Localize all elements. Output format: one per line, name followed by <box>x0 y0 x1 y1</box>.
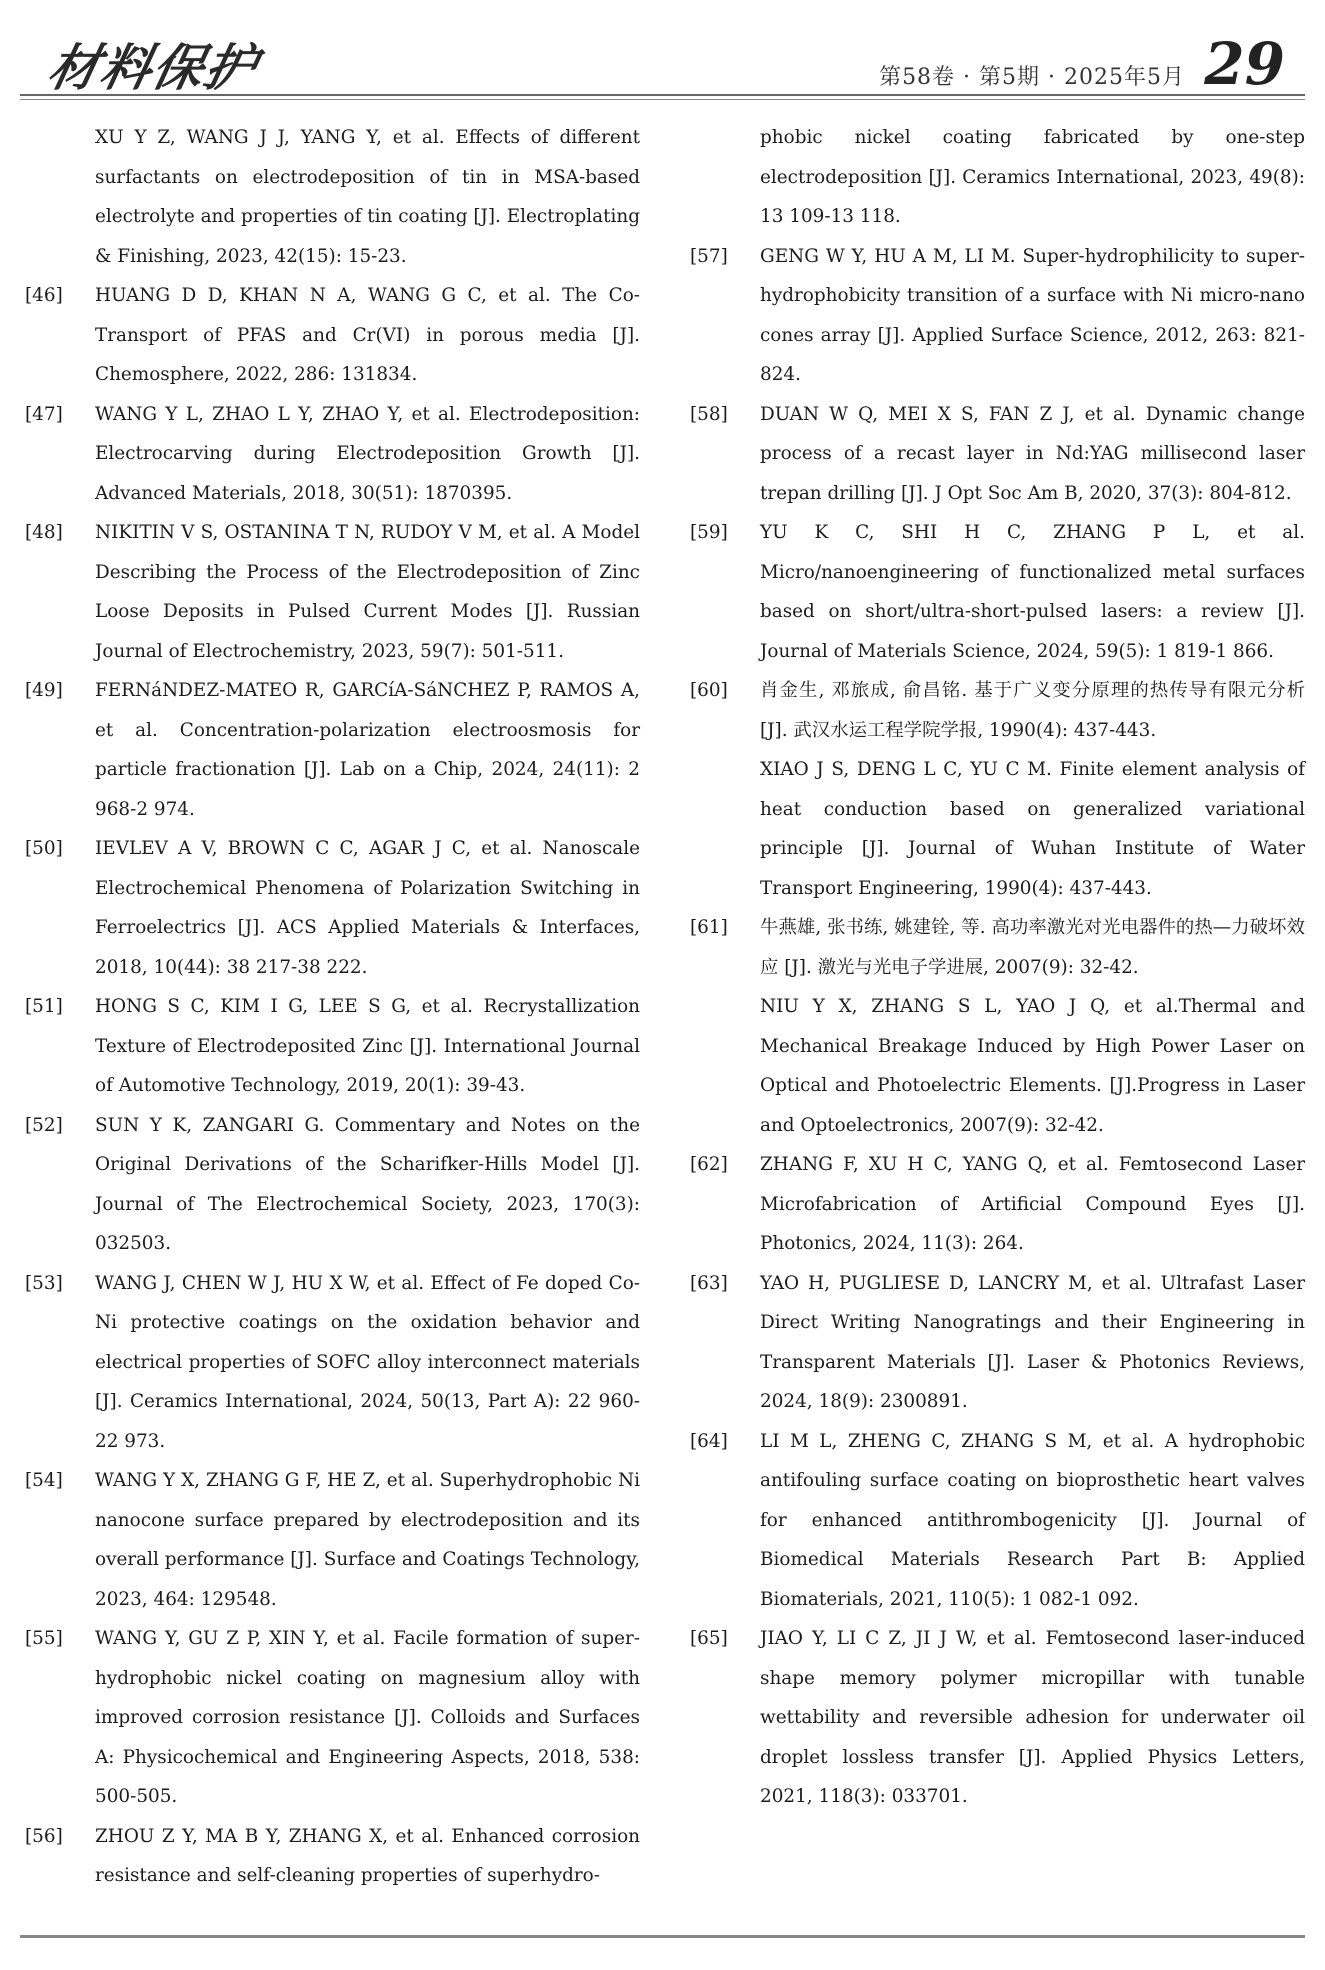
reference-text: WANG Y, GU Z P, XIN Y, et al. Facile formation of super-hydrophobic nickel coating on magnesium alloy with improved corrosion resistance [J]. Colloids and Surfaces A: Physicochemical and Engineering Aspects, 2018, 538: 500-505. <box>95 1628 640 1807</box>
reference-item <box>690 237 1305 395</box>
reference-item <box>25 1106 640 1264</box>
reference-item <box>25 118 640 276</box>
reference-item <box>25 829 640 987</box>
reference-item <box>25 987 640 1106</box>
reference-text: WANG J, CHEN W J, HU X W, et al. Effect of Fe doped Co-Ni protective coatings on the oxidation behavior and electrical properties of SOFC alloy interconnect materials [J]. Ceramics International, 2024, 50(13, Part A): 22 960-22 973. <box>95 1272 640 1452</box>
reference-item <box>690 1145 1305 1264</box>
reference-text: phobic nickel coating fabricated by one-step electrodeposition [J]. Ceramics International, 2023, 49(8): 13 109-13 118. <box>760 127 1305 227</box>
reference-text: GENG W Y, HU A M, LI M. Super-hydrophilicity to super-hydrophobicity transition of a surface with Ni micro-nano cones array [J]. Applied Surface Science, 2012, 263: 821-824. <box>760 245 1305 385</box>
footer-divider <box>20 1935 1305 1938</box>
reference-text: 牛燕雄, 张书练, 姚建铨, 等. 高功率激光对光电器件的热—力破坏效应 [J]. 激光与光电子学进展, 2007(9): 32-42. <box>760 917 1305 978</box>
reference-item <box>25 1264 640 1462</box>
reference-text: JIAO Y, LI C Z, JI J W, et al. Femtosecond laser-induced shape memory polymer micropillar with tunable wettability and reversible adhesion for underwater oil droplet lossless transfer [J]. Applied Physics Letters, 2021, 118(3): 033701. <box>760 1628 1305 1807</box>
reference-text: DUAN W Q, MEI X S, FAN Z J, et al. Dynamic change process of a recast layer in Nd:YAG millisecond laser trepan drilling [J]. J Opt Soc Am B, 2020, 37(3): 804-812. <box>760 403 1305 504</box>
reference-number: [50] <box>25 838 63 859</box>
references-section <box>25 118 1305 1896</box>
reference-translation: XIAO J S, DENG L C, YU C M. Finite element analysis of heat conduction based on generalized variational principle [J]. Journal of Wuhan Institute of Water Transport Engineering, 1990(4): 437-443. <box>760 759 1305 899</box>
reference-item <box>25 276 640 395</box>
reference-item <box>25 513 640 671</box>
reference-translation: NIU Y X, ZHANG S L, YAO J Q, et al.Thermal and Mechanical Breakage Induced by High Power Laser on Optical and Photoelectric Elements. [J].Progress in Laser and Optoelectronics, 2007(9): 32-42. <box>760 996 1305 1136</box>
reference-text: ZHOU Z Y, MA B Y, ZHANG X, et al. Enhanced corrosion resistance and self-cleaning properties of superhydro- <box>95 1825 640 1886</box>
reference-number: [63] <box>690 1272 728 1294</box>
reference-number: [49] <box>25 680 63 701</box>
reference-number: [58] <box>690 403 728 425</box>
reference-item <box>690 908 1305 1145</box>
header-divider <box>20 94 1305 100</box>
reference-item <box>25 1461 640 1619</box>
reference-item <box>690 1264 1305 1422</box>
reference-text: YU K C, SHI H C, ZHANG P L, et al. Micro/nanoengineering of functionalized metal surfaces based on short/ultra-short-pulsed lasers: a review [J]. Journal of Materials Science, 2024, 59(5): 1 819-1 866. <box>760 522 1305 662</box>
left-column <box>25 118 640 1896</box>
reference-text: LI M L, ZHENG C, ZHANG S M, et al. A hydrophobic antifouling surface coating on bioprosthetic heart valves for enhanced antithrombogenicity [J]. Journal of Biomedical Materials Research Part B: Applied Biomaterials, 2021, 110(5): 1 082-1 092. <box>760 1430 1305 1610</box>
reference-text: XU Y Z, WANG J J, YANG Y, et al. Effects of different surfactants on electrodeposition of tin in MSA-based electrolyte and properties of tin coating [J]. Electroplating & Finishing, 2023, 42(15): 15-23. <box>95 127 640 267</box>
right-column <box>690 118 1305 1896</box>
reference-number: [55] <box>25 1628 63 1649</box>
reference-number: [62] <box>690 1154 728 1175</box>
reference-text: ZHANG F, XU H C, YANG Q, et al. Femtosecond Laser Microfabrication of Artificial Compound Eyes [J]. Photonics, 2024, 11(3): 264. <box>760 1154 1305 1254</box>
reference-item <box>690 118 1305 237</box>
reference-text: WANG Y L, ZHAO L Y, ZHAO Y, et al. Electrodeposition: Electrocarving during Electrodeposition Growth [J]. Advanced Materials, 2018, 30(51): 1870395. <box>95 403 640 504</box>
reference-item <box>25 1817 640 1896</box>
reference-text: HUANG D D, KHAN N A, WANG G C, et al. The Co-Transport of PFAS and Cr(VI) in porous media [J]. Chemosphere, 2022, 286: 131834. <box>95 285 640 385</box>
reference-item <box>690 513 1305 671</box>
reference-text: HONG S C, KIM I G, LEE S G, et al. Recrystallization Texture of Electrodeposited Zinc [J]. International Journal of Automotive Technology, 2019, 20(1): 39-43. <box>95 996 640 1096</box>
reference-item <box>690 1422 1305 1620</box>
reference-text: NIKITIN V S, OSTANINA T N, RUDOY V M, et al. A Model Describing the Process of the Electrodeposition of Zinc Loose Deposits in Pulsed Current Modes [J]. Russian Journal of Electrochemistry, 2023, 59(7): 501-511. <box>95 522 640 662</box>
reference-number: [64] <box>690 1430 728 1452</box>
reference-number: [53] <box>25 1272 63 1294</box>
reference-number: [59] <box>690 522 728 543</box>
reference-number: [52] <box>25 1114 63 1136</box>
reference-number: [57] <box>690 245 728 267</box>
reference-item <box>25 395 640 514</box>
reference-item <box>690 1619 1305 1817</box>
reference-number: [60] <box>690 680 728 701</box>
reference-text: SUN Y K, ZANGARI G. Commentary and Notes on the Original Derivations of the Scharifker-Hills Model [J]. Journal of The Electrochemical Society, 2023, 170(3): 032503. <box>95 1114 640 1254</box>
reference-text: WANG Y X, ZHANG G F, HE Z, et al. Superhydrophobic Ni nanocone surface prepared by electrodeposition and its overall performance [J]. Surface and Coatings Technology, 2023, 464: 129548. <box>95 1470 640 1610</box>
journal-logo: 材料保护 <box>42 38 264 97</box>
reference-number: [46] <box>25 285 63 306</box>
reference-text: YAO H, PUGLIESE D, LANCRY M, et al. Ultrafast Laser Direct Writing Nanogratings and their Engineering in Transparent Materials [J]. Laser & Photonics Reviews, 2024, 18(9): 2300891. <box>760 1272 1305 1412</box>
reference-item <box>25 671 640 829</box>
reference-item <box>690 395 1305 514</box>
page-header <box>20 18 1305 98</box>
reference-number: [47] <box>25 403 63 425</box>
reference-number: [65] <box>690 1628 728 1649</box>
reference-item <box>25 1619 640 1817</box>
issue-info: 第58卷 · 第5期 · 2025年5月 <box>879 65 1185 90</box>
reference-text: IEVLEV A V, BROWN C C, AGAR J C, et al. Nanoscale Electrochemical Phenomena of Polarization Switching in Ferroelectrics [J]. ACS Applied Materials & Interfaces, 2018, 10(44): 38 217-38 222. <box>95 838 640 978</box>
reference-number: [51] <box>25 996 63 1017</box>
reference-number: [48] <box>25 522 63 543</box>
reference-number: [56] <box>25 1825 63 1847</box>
reference-number: [54] <box>25 1470 63 1491</box>
reference-text: FERNáNDEZ-MATEO R, GARCíA-SáNCHEZ P, RAMOS A, et al. Concentration-polarization electroosmosis for particle fractionation [J]. Lab on a Chip, 2024, 24(11): 2 968-2 974. <box>95 680 640 820</box>
reference-number: [61] <box>690 917 728 938</box>
page-number: 29 <box>1204 30 1285 98</box>
reference-text: 肖金生, 邓旅成, 俞昌铭. 基于广义变分原理的热传导有限元分析 [J]. 武汉水运工程学院学报, 1990(4): 437-443. <box>760 680 1305 741</box>
reference-item <box>690 671 1305 908</box>
